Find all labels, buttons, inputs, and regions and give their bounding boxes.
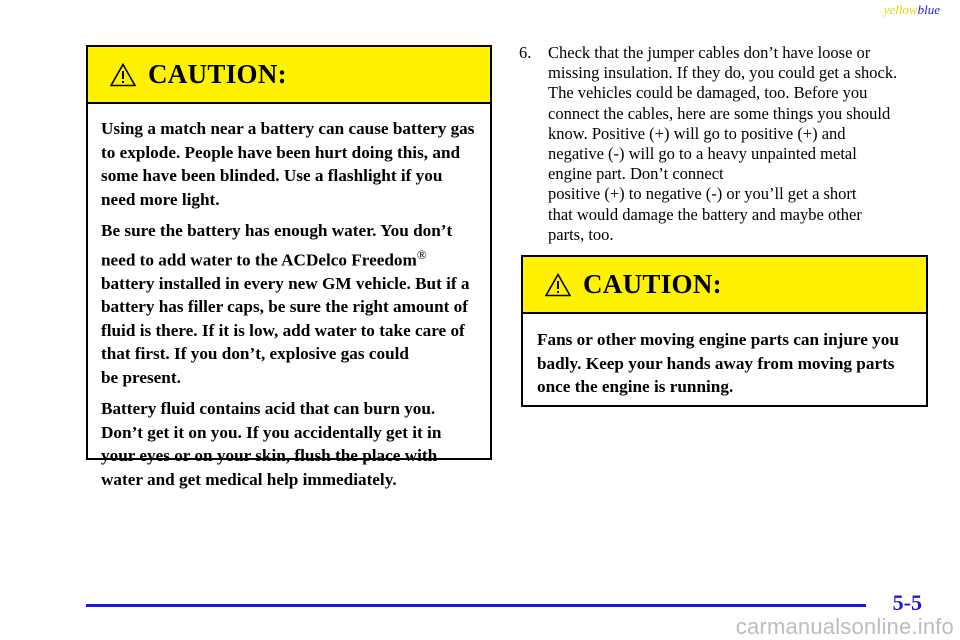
step-6 (519, 43, 939, 245)
color-tag-blue: blue (917, 2, 940, 17)
caution-paragraph-2-text: Be sure the battery has enough water. You don’t need to add water to the ACDelco Freedom (101, 221, 453, 270)
caution-paragraph-2 (101, 219, 478, 389)
step-line: engine part. Don’t connect (548, 164, 724, 184)
caution-box-battery (86, 45, 492, 489)
step-line: missing insulation. If they do, you could get a shock. (548, 63, 898, 83)
step-text (548, 43, 939, 245)
step-line: parts, too. (548, 224, 614, 244)
step-line: The vehicles could be damaged, too. Before you (548, 83, 868, 103)
step-line: Check that the jumper cables don’t have loose or (548, 43, 871, 62)
step-line: that would damage the battery and maybe other (548, 204, 862, 224)
caution-paragraph-2-end: be present. (101, 367, 181, 387)
caution-header (523, 257, 926, 314)
warning-triangle-icon (545, 273, 571, 297)
caution-title: CAUTION: (583, 269, 722, 299)
watermark: carmanualsonline.info (735, 614, 954, 639)
registered-mark: ® (416, 246, 427, 262)
color-tag-yellow: yellow (883, 2, 918, 17)
step-number: 6. (519, 43, 532, 62)
warning-triangle-icon (110, 63, 136, 87)
caution-body (88, 104, 490, 491)
caution-header (88, 47, 490, 104)
step-line: connect the cables, here are some things you should (548, 103, 891, 123)
caution-title: CAUTION: (148, 59, 287, 89)
page-number: 5-5 (892, 590, 922, 615)
caution-box-fans (521, 255, 928, 407)
caution-body (523, 314, 926, 399)
caution-paragraph-1: Using a match near a battery can cause battery gas to explode. People have been hurt doing this, and some have been blinded. Use a flashlight if you need more light. (101, 119, 475, 209)
step-line: positive (+) to negative (-) or you’ll get a short (548, 184, 857, 204)
step-line: know. Positive (+) will go to positive (+) and (548, 123, 846, 143)
step-line: negative (-) will go to a heavy unpainted metal (548, 144, 857, 164)
caution-paragraph-3: Battery fluid contains acid that can burn you. Don’t get it on you. If you accidentally get it in your eyes or on your skin, flush the place with water and get medical help immediately. (101, 399, 442, 489)
footer-rule (86, 604, 866, 607)
caution-paragraph-2-cont: battery installed in every new GM vehicle. But if a battery has filler caps, be sure the right amount of fluid is there. If it is low, add water to take care of that first. If you don’t, explosive gas could (101, 273, 470, 364)
color-tag (884, 2, 940, 18)
caution-paragraph-1: Fans or other moving engine parts can injure you badly. Keep your hands away from moving parts once the engine is running. (537, 330, 899, 396)
